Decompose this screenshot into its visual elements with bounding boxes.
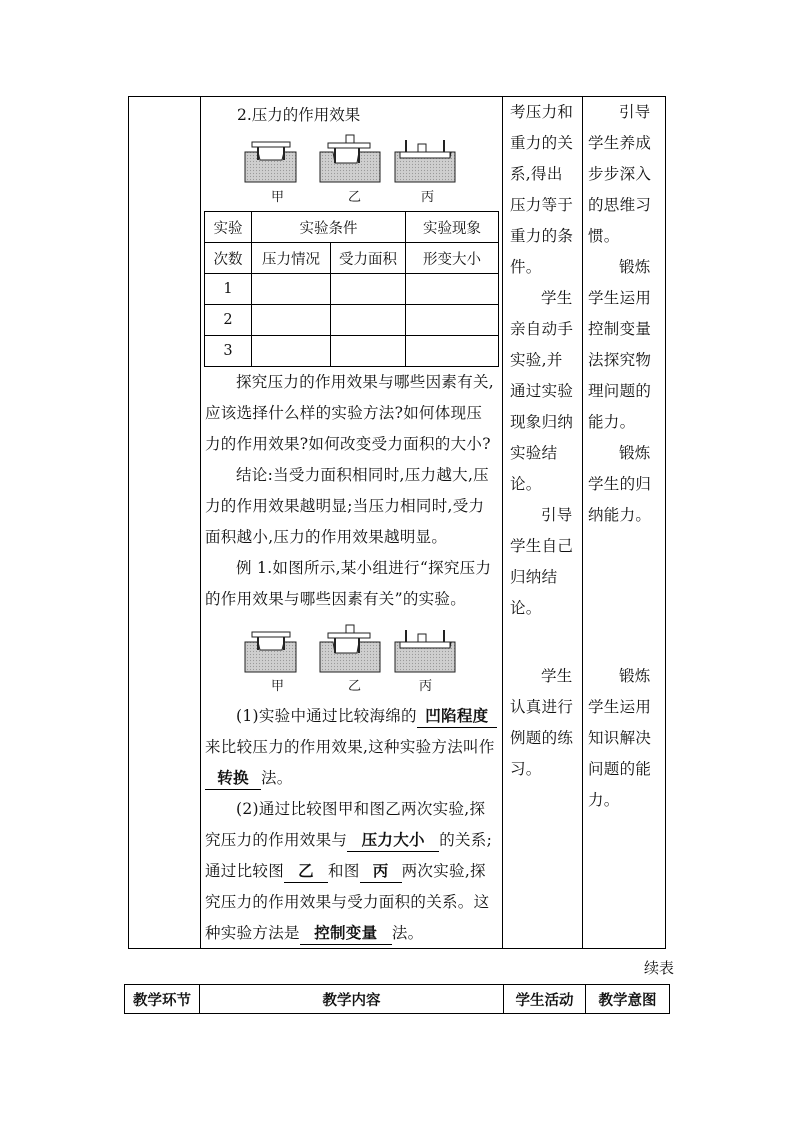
intent-3: 锻炼学生的归纳能力。 [588, 444, 652, 524]
sponge-jia-bottom [245, 632, 296, 672]
header-area: 受力面积 [331, 243, 406, 274]
answer-blank-1: 凹陷程度 [417, 705, 497, 728]
header-teaching-intent: 教学意图 [598, 991, 657, 1009]
content-block-1 [205, 367, 497, 615]
header-pressure: 压力情况 [252, 243, 331, 274]
caption-bing-bottom: 丙 [419, 679, 433, 694]
teaching-intent-4: 锻炼学生运用知识解决问题的能力。 [588, 667, 652, 809]
table-row [205, 336, 499, 367]
sponge-bing-top [395, 140, 455, 182]
intent-2: 锻炼学生运用控制变量法探究物理问题的能力。 [588, 258, 652, 431]
sponge-figure-bottom [240, 620, 460, 675]
table-divider-3 [582, 96, 583, 949]
sponge-jia-top [245, 142, 296, 182]
table-divider-2 [502, 96, 503, 949]
conclusion-text: 结论:当受力面积相同时,压力越大,压力的作用效果越明显;当压力相同时,受力面积越小,压力的作用效果越明显。 [205, 466, 489, 546]
caption-jia-bottom: 甲 [271, 679, 285, 694]
table-border-top [128, 96, 666, 97]
caption-jia-top: 甲 [271, 190, 285, 205]
header-teaching-content: 教学内容 [200, 985, 504, 1013]
question-text: 探究压力的作用效果与哪些因素有关,应该选择什么样的实验方法?如何体现压力的作用效果?如何改变受力面积的大小? [205, 373, 495, 453]
content-block-2 [205, 701, 499, 949]
answer-blank-3: 压力大小 [347, 829, 439, 852]
header-conditions: 实验条件 [252, 212, 406, 243]
table-border-left [128, 96, 129, 949]
teaching-intent-column [588, 97, 656, 531]
header-trial: 实验 [205, 212, 252, 243]
caption-yi-bottom: 乙 [348, 679, 362, 694]
header-student-activity: 学生活动 [504, 985, 586, 1013]
row-number: 3 [205, 336, 252, 367]
caption-yi-top: 乙 [348, 190, 362, 205]
question-2: (2)通过比较图甲和图乙两次实验,探究压力的作用效果与 压力大小 的关系;通过比较图 乙 和图 丙 两次实验,探究压力的作用效果与受力面积的关系。这种实验方法是 控制变量 法。 [205, 794, 499, 949]
student-activity-column [510, 97, 578, 624]
answer-blank-6: 控制变量 [300, 922, 392, 945]
row-number: 2 [205, 305, 252, 336]
header-count: 次数 [205, 243, 252, 274]
answer-blank-4: 乙 [284, 860, 328, 883]
activity-2: 学生亲自动手实验,并通过实验现象归纳实验结论。 [510, 289, 574, 493]
sponge-yi-top [320, 135, 380, 182]
sponge-figure-top [240, 130, 460, 185]
caption-bing-top: 丙 [421, 190, 435, 205]
table-border-right [665, 96, 666, 949]
answer-blank-5: 丙 [360, 860, 402, 883]
sponge-yi-bottom [320, 625, 380, 672]
header-teaching-step: 教学环节 [125, 985, 200, 1013]
continued-table-header [124, 984, 670, 1014]
table-row [205, 274, 499, 305]
header-deformation: 形变大小 [406, 243, 499, 274]
example-intro: 例 1.如图所示,某小组进行“探究压力的作用效果与哪些因素有关”的实验。 [205, 559, 492, 608]
row-number: 1 [205, 274, 252, 305]
continued-label: 续表 [643, 959, 674, 977]
question-1: (1)实验中通过比较海绵的 凹陷程度来比较压力的作用效果,这种实验方法叫作转换 法。 [205, 701, 499, 794]
activity-1: 考压力和重力的关系,得出压力等于重力的条件。 [510, 103, 574, 276]
activity-3: 引导学生自己归纳结论。 [510, 506, 574, 617]
sponge-bing-bottom [395, 630, 455, 672]
table-divider-1 [200, 96, 201, 949]
answer-blank-2: 转换 [205, 767, 261, 790]
table-row [205, 305, 499, 336]
header-phenomenon: 实验现象 [406, 212, 499, 243]
student-activity-4: 学生认真进行例题的练习。 [510, 667, 574, 778]
section-title: 2.压力的作用效果 [237, 106, 361, 124]
experiment-table [204, 211, 499, 367]
intent-1: 引导学生养成步步深入的思维习惯。 [588, 103, 652, 245]
